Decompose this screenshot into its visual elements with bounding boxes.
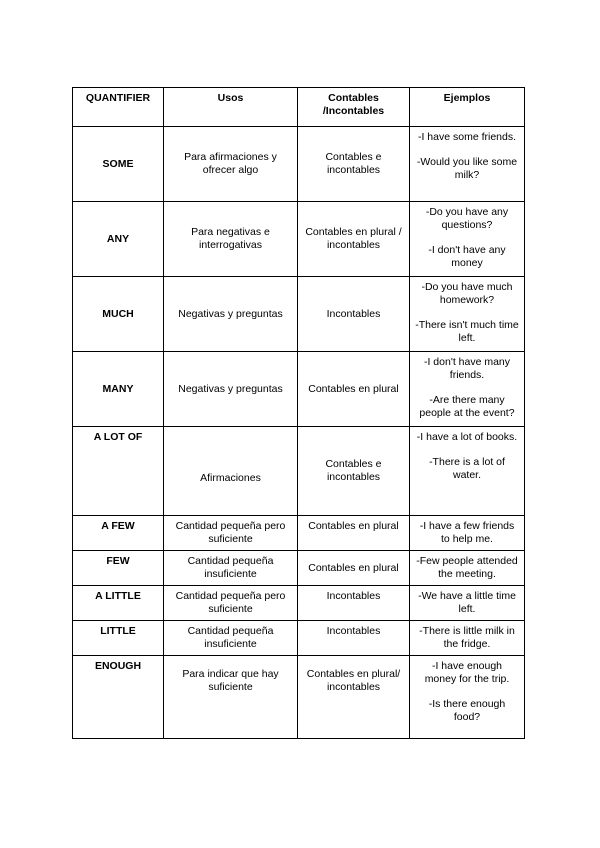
usos-cell: Para afirmaciones y ofrecer algo: [164, 127, 298, 202]
example-text: -I have a lot of books.: [416, 431, 518, 443]
example-text: -Do you have much homework?: [421, 281, 513, 306]
example-text: -Is there enough food?: [428, 698, 506, 723]
ejemplos-cell: [410, 586, 525, 621]
table-row: [73, 202, 525, 277]
contables-cell: Incontables: [298, 277, 410, 352]
contables-cell: Contables en plural: [298, 352, 410, 427]
usos-cell: Cantidad pequeña insuficiente: [164, 621, 298, 656]
quantifier-cell: A LOT OF: [73, 427, 164, 516]
header-quantifier: QUANTIFIER: [73, 88, 164, 127]
example-text: -I don't have any money: [428, 244, 506, 269]
example-text: -I don't have many friends.: [423, 356, 511, 381]
usos-cell: Para indicar que hay suficiente: [164, 656, 298, 739]
table-row: [73, 277, 525, 352]
example-text: -There is a lot of water.: [429, 456, 505, 481]
usos-cell: Cantidad pequeña pero suficiente: [164, 516, 298, 551]
quantifier-cell: A LITTLE: [73, 586, 164, 621]
usos-cell: Negativas y preguntas: [164, 277, 298, 352]
ejemplos-cell: [410, 277, 525, 352]
table-row: [73, 621, 525, 656]
table-row: [73, 551, 525, 586]
quantifier-cell: FEW: [73, 551, 164, 586]
table-row: [73, 427, 525, 516]
quantifier-cell: MUCH: [73, 277, 164, 352]
table-row: [73, 127, 525, 202]
ejemplos-cell: [410, 551, 525, 586]
example-text: -There isn't much time left.: [415, 319, 519, 344]
example-text: -I have some friends.: [417, 131, 517, 143]
header-row: [73, 88, 525, 127]
table-row: [73, 352, 525, 427]
example-text: -We have a little time left.: [418, 590, 516, 615]
contables-cell: Contables e incontables: [298, 127, 410, 202]
example-text: -Do you have any questions?: [425, 206, 509, 231]
example-text: -Would you like some milk?: [416, 156, 518, 181]
quantifier-cell: LITTLE: [73, 621, 164, 656]
example-text: -I have a few friends to help me.: [419, 520, 515, 545]
contables-cell: Contables en plural / incontables: [298, 202, 410, 277]
contables-cell: Contables en plural/ incontables: [298, 656, 410, 739]
contables-cell: Incontables: [298, 621, 410, 656]
ejemplos-cell: [410, 352, 525, 427]
example-text: -I have enough money for the trip.: [424, 660, 510, 685]
example-text: -Few people attended the meeting.: [416, 555, 518, 580]
header-usos: Usos: [164, 88, 298, 127]
ejemplos-cell: [410, 516, 525, 551]
table-row: [73, 516, 525, 551]
ejemplos-cell: [410, 621, 525, 656]
ejemplos-cell: [410, 127, 525, 202]
contables-cell: Contables e incontables: [298, 427, 410, 516]
quantifier-cell: SOME: [73, 127, 164, 202]
contables-cell: Contables en plural: [298, 516, 410, 551]
usos-cell: Afirmaciones: [164, 427, 298, 516]
usos-cell: Para negativas e interrogativas: [164, 202, 298, 277]
quantifier-cell: ENOUGH: [73, 656, 164, 739]
usos-cell: Cantidad pequeña pero suficiente: [164, 586, 298, 621]
quantifiers-table: [72, 87, 525, 739]
contables-cell: Incontables: [298, 586, 410, 621]
header-ejemplos: Ejemplos: [410, 88, 525, 127]
ejemplos-cell: [410, 656, 525, 739]
table-row: [73, 586, 525, 621]
ejemplos-cell: [410, 427, 525, 516]
table-row: [73, 656, 525, 739]
quantifier-cell: MANY: [73, 352, 164, 427]
usos-cell: Cantidad pequeña insuficiente: [164, 551, 298, 586]
header-contables: Contables /Incontables: [298, 88, 410, 127]
example-text: -Are there many people at the event?: [419, 394, 515, 419]
usos-cell: Negativas y preguntas: [164, 352, 298, 427]
quantifier-cell: ANY: [73, 202, 164, 277]
contables-cell: Contables en plural: [298, 551, 410, 586]
quantifier-cell: A FEW: [73, 516, 164, 551]
example-text: -There is little milk in the fridge.: [419, 625, 515, 650]
ejemplos-cell: [410, 202, 525, 277]
